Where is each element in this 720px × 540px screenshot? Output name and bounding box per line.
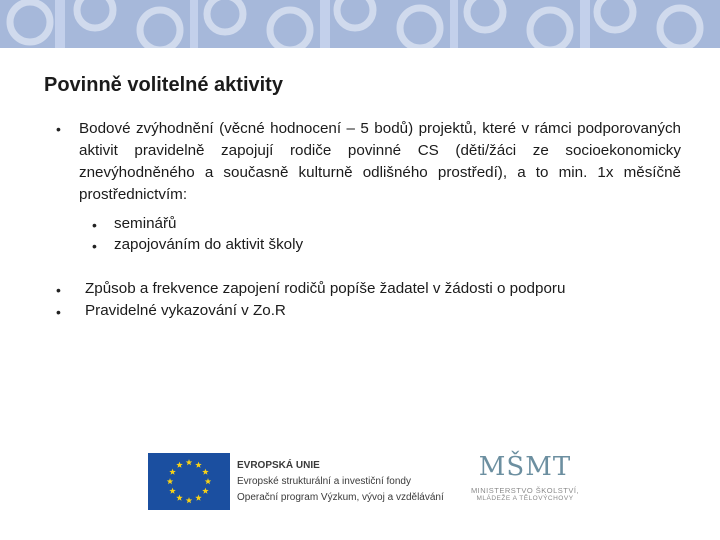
msmt-name-line: MLÁDEŽE A TĚLOVÝCHOVY (476, 495, 574, 502)
sub-list-item: seminářů (114, 215, 177, 232)
bullet-icon: • (92, 238, 97, 254)
msmt-logo-mark: MŠMT (478, 452, 572, 482)
eu-line: EVROPSKÁ UNIE (237, 460, 320, 471)
eu-flag-icon (148, 453, 230, 510)
decorative-header-banner (0, 0, 720, 48)
bullet-icon: • (92, 217, 97, 233)
slide-title: Povinně volitelné aktivity (44, 74, 283, 96)
msmt-name-line: MINISTERSTVO ŠKOLSTVÍ, (470, 486, 580, 495)
list-item: Způsob a frekvence zapojení rodičů popíše žadatel v žádosti o podporu (85, 280, 566, 297)
eu-text-block (237, 458, 444, 506)
footer-logos (148, 452, 578, 512)
sub-list-item: zapojováním do aktivit školy (114, 236, 304, 253)
msmt-logo (470, 452, 580, 512)
bullet-icon: • (56, 304, 61, 320)
list-item: Pravidelné vykazování v Zo.R (85, 302, 286, 319)
eu-line: Operační program Výzkum, vývoj a vzdělávání (237, 492, 444, 503)
eu-line: Evropské strukturální a investiční fondy (237, 476, 411, 487)
main-paragraph: Bodové zvýhodnění (věcné hodnocení – 5 bodů) projektů, které v rámci podporovaných aktivit pravidelně zapojují rodiče povinné CS (děti/žáci ze socioekonomicky znevýhodněného a současně kulturně odlišného prostředí), a to min. 1x měsíčně prostřednictvím: (79, 120, 681, 203)
bullet-icon: • (56, 121, 61, 137)
bullet-icon: • (56, 282, 61, 298)
